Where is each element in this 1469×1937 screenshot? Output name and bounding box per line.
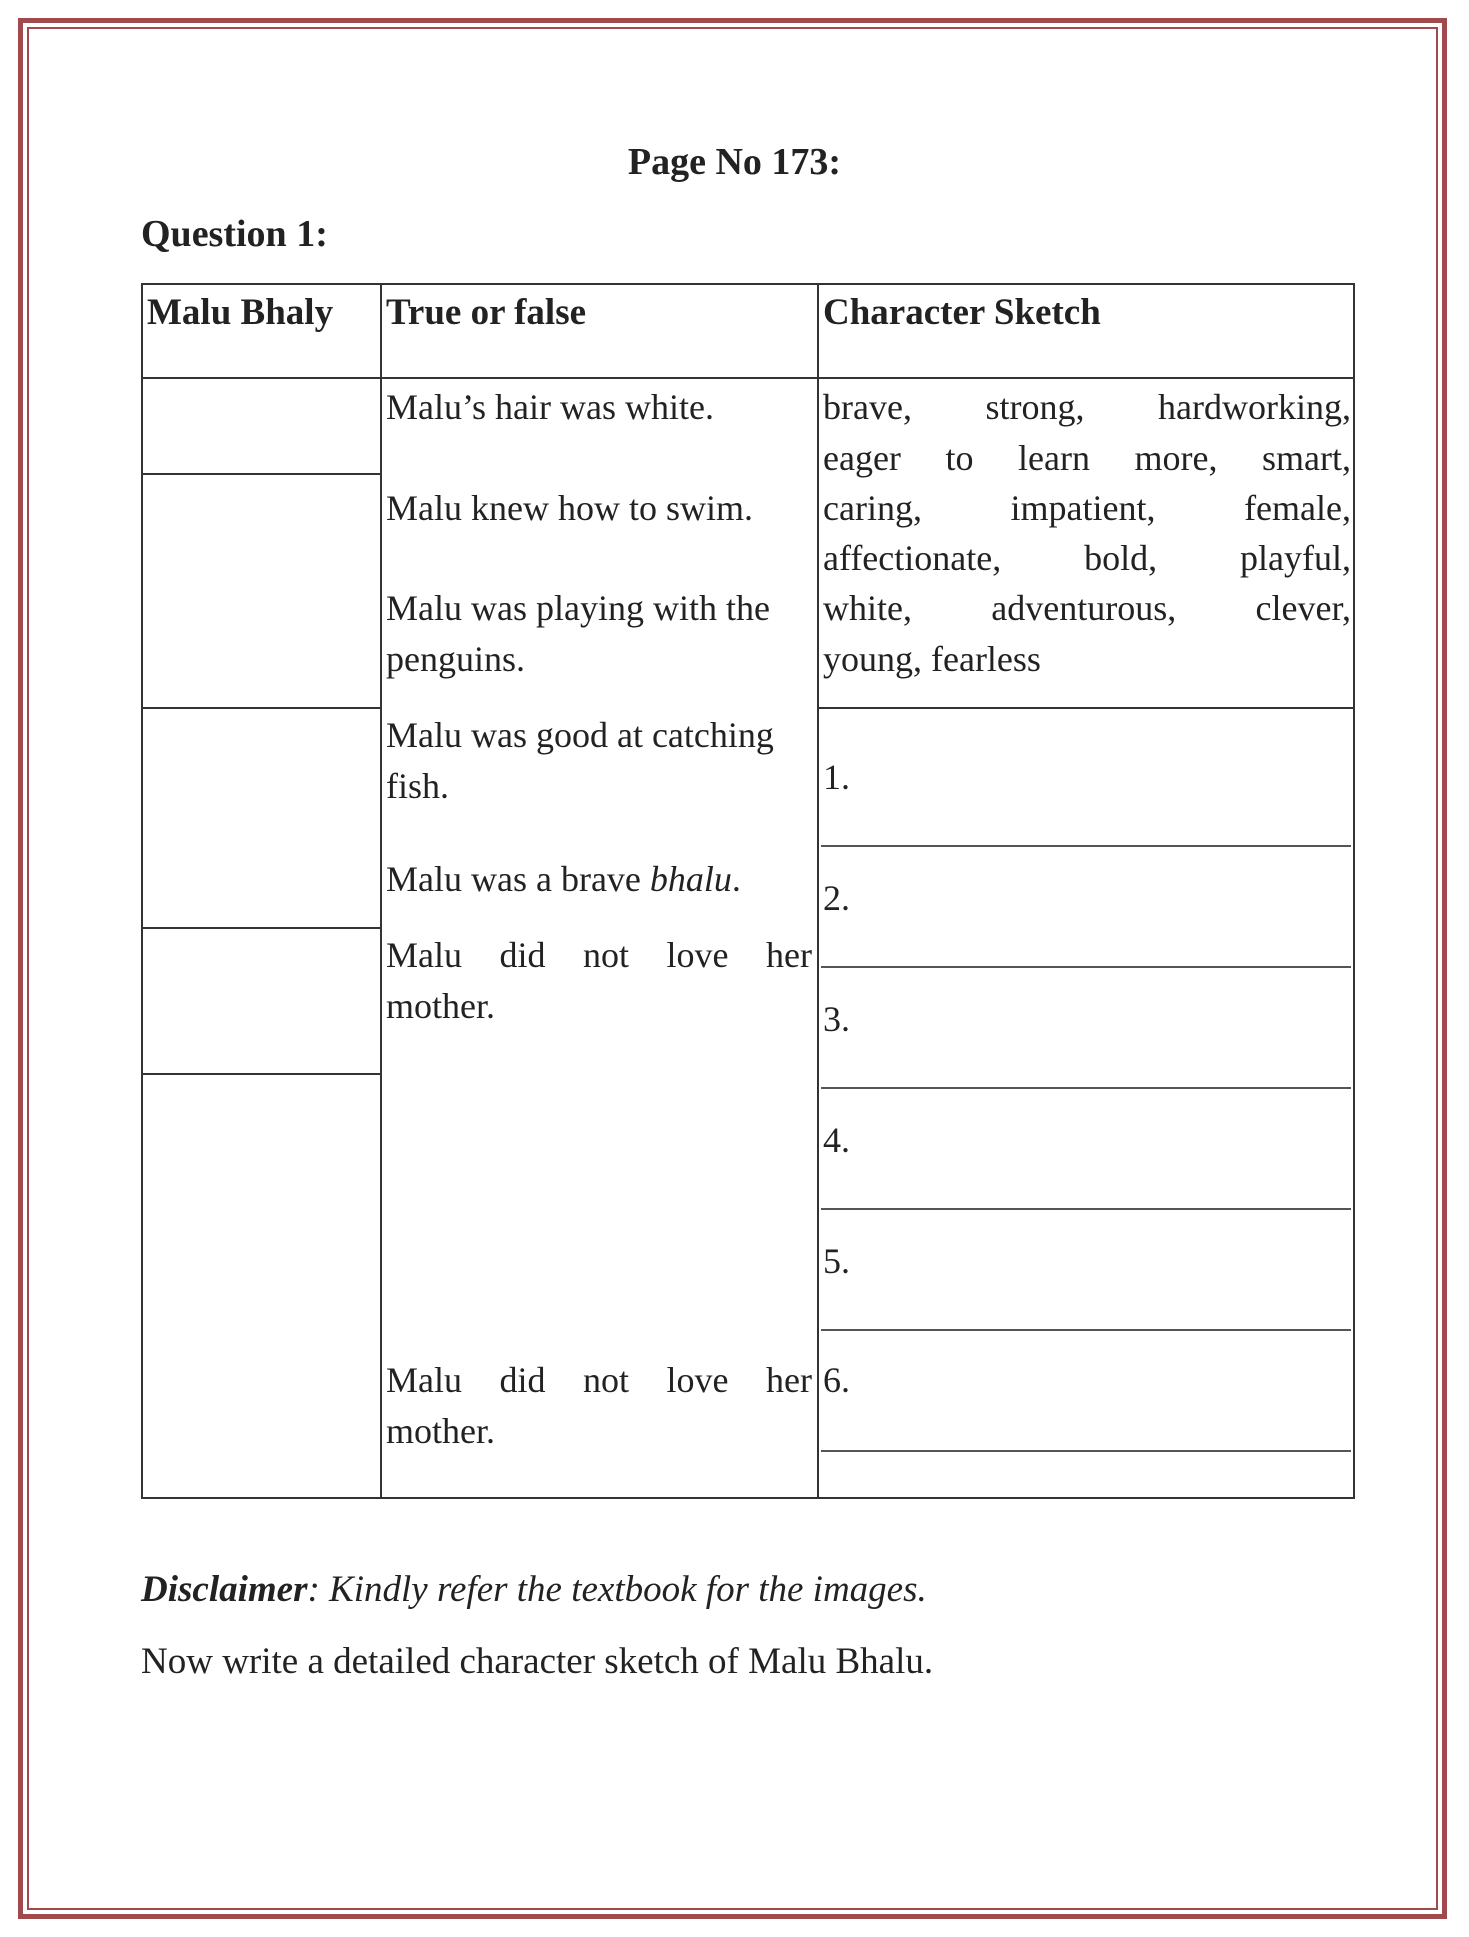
statement-3-line-1: Malu was playing with the bbox=[386, 588, 770, 628]
answer-line-5 bbox=[821, 1329, 1351, 1331]
disclaimer-text: : Kindly refer the textbook for the images. bbox=[307, 1569, 927, 1610]
header-true-or-false: True or false bbox=[386, 292, 587, 333]
statement-6-line-2: mother. bbox=[386, 986, 495, 1026]
answer-line-4 bbox=[821, 1208, 1351, 1210]
answer-number-3: 3. bbox=[823, 999, 850, 1039]
header-row-border bbox=[141, 377, 1355, 379]
instruction-text: Now write a detailed character sketch of Malu Bhalu. bbox=[141, 1641, 934, 1682]
answer-line-2 bbox=[821, 966, 1351, 968]
answer-line-6 bbox=[821, 1450, 1351, 1452]
table-bottom-border bbox=[141, 1497, 1355, 1499]
statement-5 bbox=[386, 854, 741, 905]
traits-line-6: young, fearless bbox=[823, 639, 1041, 679]
header-character-sketch: Character Sketch bbox=[823, 292, 1101, 333]
answer-number-6: 6. bbox=[823, 1360, 850, 1400]
statement-4-line-2: fish. bbox=[386, 766, 449, 806]
traits-line-2: eager to learn more, smart, bbox=[823, 438, 1351, 478]
picture-row-line-4 bbox=[141, 1073, 381, 1075]
statement-4-line-1: Malu was good at catching bbox=[386, 715, 774, 755]
statement-3-line-2: penguins. bbox=[386, 639, 525, 679]
question-label: Question 1: bbox=[141, 213, 328, 255]
column-divider-2 bbox=[817, 283, 819, 1499]
traits-line-4: affectionate, bold, playful, bbox=[823, 538, 1351, 578]
statement-7-line-1: Malu did not love her bbox=[386, 1360, 812, 1400]
statement-5-italic-word: bhalu bbox=[649, 859, 732, 899]
page-title: Page No 173: bbox=[627, 141, 842, 183]
answer-line-1 bbox=[821, 845, 1351, 847]
header-malu-bhaly: Malu Bhaly bbox=[147, 292, 334, 333]
answer-number-1: 1. bbox=[823, 757, 850, 797]
statement-1: Malu’s hair was white. bbox=[386, 387, 714, 427]
disclaimer bbox=[141, 1568, 927, 1611]
table-right-border bbox=[1353, 283, 1355, 1499]
answer-line-3 bbox=[821, 1087, 1351, 1089]
statement-7-line-2: mother. bbox=[386, 1411, 495, 1451]
statement-5-period: . bbox=[731, 859, 741, 899]
answer-number-2: 2. bbox=[823, 878, 850, 918]
picture-row-line-1 bbox=[141, 473, 381, 475]
disclaimer-label: Disclaimer bbox=[141, 1569, 308, 1610]
statement-6-line-1: Malu did not love her bbox=[386, 935, 812, 975]
answer-number-4: 4. bbox=[823, 1120, 850, 1160]
statement-2: Malu knew how to swim. bbox=[386, 488, 753, 528]
traits-line-3: caring, impatient, female, bbox=[823, 488, 1351, 528]
traits-line-1: brave, strong, hardworking, bbox=[823, 387, 1351, 427]
column-divider-1 bbox=[380, 283, 382, 1499]
table-left-border bbox=[141, 283, 143, 1499]
picture-row-line-2 bbox=[141, 707, 381, 709]
traits-row-border bbox=[817, 707, 1355, 709]
picture-row-line-3 bbox=[141, 927, 381, 929]
statement-5-text: Malu was a brave bbox=[386, 859, 650, 899]
answer-number-5: 5. bbox=[823, 1241, 850, 1281]
table-top-border bbox=[141, 283, 1355, 285]
traits-line-5: white, adventurous, clever, bbox=[823, 588, 1351, 628]
